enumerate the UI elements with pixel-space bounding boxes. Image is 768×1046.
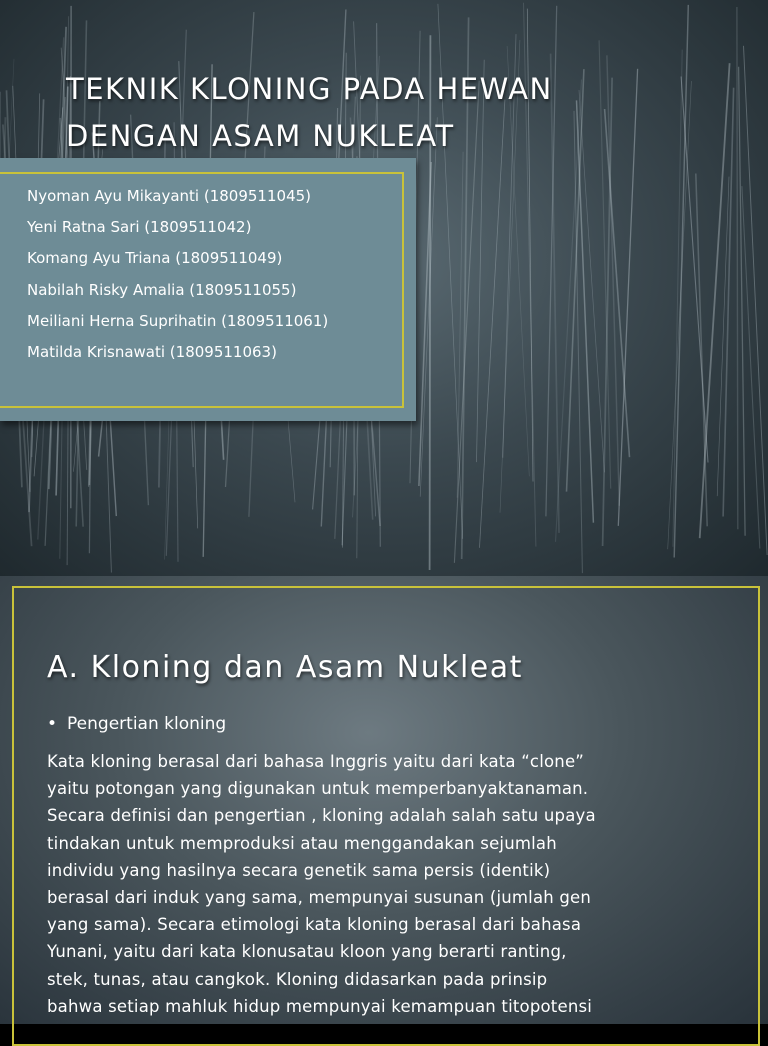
body-paragraph (47, 748, 737, 1020)
bullet-item (47, 714, 226, 734)
background-streak (737, 7, 738, 529)
bullet-dot-icon: • (47, 714, 57, 734)
author-item: Nyoman Ayu Mikayanti (1809511045) (27, 183, 328, 214)
background-streak (574, 111, 582, 573)
background-streak (420, 117, 437, 496)
title-line-2: DENGAN ASAM NUKLEAT (66, 113, 726, 160)
background-streak (696, 174, 707, 527)
background-streak (739, 67, 746, 536)
authors-list (27, 183, 328, 370)
body-line: bahwa setiap mahluk hidup mempunyai kemampuan titopotensi (47, 993, 737, 1020)
author-item: Komang Ayu Triana (1809511049) (27, 245, 328, 276)
author-item: Meiliani Herna Suprihatin (1809511061) (27, 308, 328, 339)
body-line: Secara definisi dan pengertian , kloning adalah salah satu upaya (47, 802, 737, 829)
slide-title (66, 66, 726, 160)
author-item: Nabilah Risky Amalia (1809511055) (27, 277, 328, 308)
content-slide (0, 576, 768, 1024)
body-line: stek, tunas, atau cangkok. Kloning didasarkan pada prinsip (47, 966, 737, 993)
bullet-label: Pengertian kloning (67, 714, 226, 734)
body-line: yang sama). Secara etimologi kata kloning berasal dari bahasa (47, 911, 737, 938)
title-line-1: TEKNIK KLONING PADA HEWAN (66, 66, 726, 113)
body-line: individu yang hasilnya secara genetik sama persis (identik) (47, 857, 737, 884)
author-item: Matilda Krisnawati (1809511063) (27, 339, 328, 370)
section-heading: A. Kloning dan Asam Nukleat (47, 650, 523, 685)
author-item: Yeni Ratna Sari (1809511042) (27, 214, 328, 245)
body-line: tindakan untuk memproduksi atau menggandakan sejumlah (47, 830, 737, 857)
background-streak (577, 100, 594, 522)
body-line: Kata kloning berasal dari bahasa Inggris yaitu dari kata “clone” (47, 748, 737, 775)
body-line: berasal dari induk yang sama, mempunyai susunan (jumlah gen (47, 884, 737, 911)
body-line: yaitu potongan yang digunakan untuk memperbanyaktanaman. (47, 775, 737, 802)
body-line: Yunani, yaitu dari kata klonusatau kloon yang berarti ranting, (47, 938, 737, 965)
